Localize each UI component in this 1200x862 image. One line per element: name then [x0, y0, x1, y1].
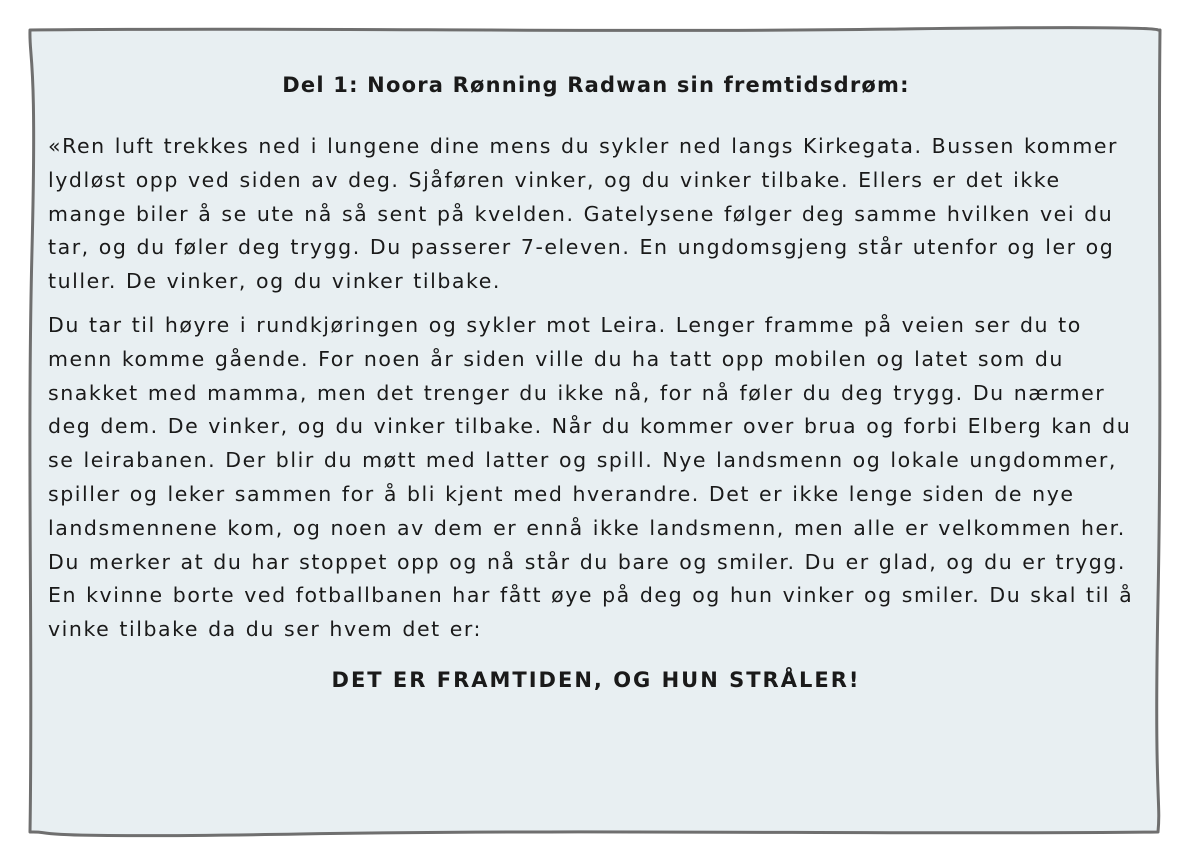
paragraph-1: «Ren luft trekkes ned i lungene dine mens du sykler ned langs Kirkegata. Bussen kommer lydløst opp ved siden av deg. Sjåføren vinker, og du vinker tilbake. Ellers er det ikke mange biler å se ute nå så sent på kvelden. Gatelysene følger deg samme hvilken vei du tar, og du føler deg trygg. Du passerer 7-eleven. En ungdomsgjeng står utenfor og ler og tuller. De vinker, og du vinker tilbake.	[48, 134, 1118, 294]
document-body	[48, 66, 1144, 697]
closing-statement: DET ER FRAMTIDEN, OG HUN STRÅLER!	[331, 667, 861, 692]
document-title: Del 1: Noora Rønning Radwan sin fremtidsdrøm:	[282, 73, 910, 97]
paragraph-2: Du tar til høyre i rundkjøringen og sykler mot Leira. Lenger framme på veien ser du to menn komme gående. For noen år siden ville du ha tatt opp mobilen og latet som du snakket med mamma, men det trenger du ikke nå, for nå føler du deg trygg. Du nærmer deg dem. De vinker, og du vinker tilbake. Når du kommer over brua og forbi Elberg kan du se leirabanen. Der blir du møtt med latter og spill. Nye landsmenn og lokale ungdommer, spiller og leker sammen for å bli kjent med hverandre. Det er ikke lenge siden de nye landsmennene kom, og noen av dem er ennå ikke landsmenn, men alle er velkommen her. Du merker at du har stoppet opp og nå står du bare og smiler. Du er glad, og du er trygg. En kvinne borte ved fotballbanen har fått øye på deg og hun vinker og smiler. Du skal til å vinke tilbake da du ser hvem det er:	[48, 312, 1134, 642]
